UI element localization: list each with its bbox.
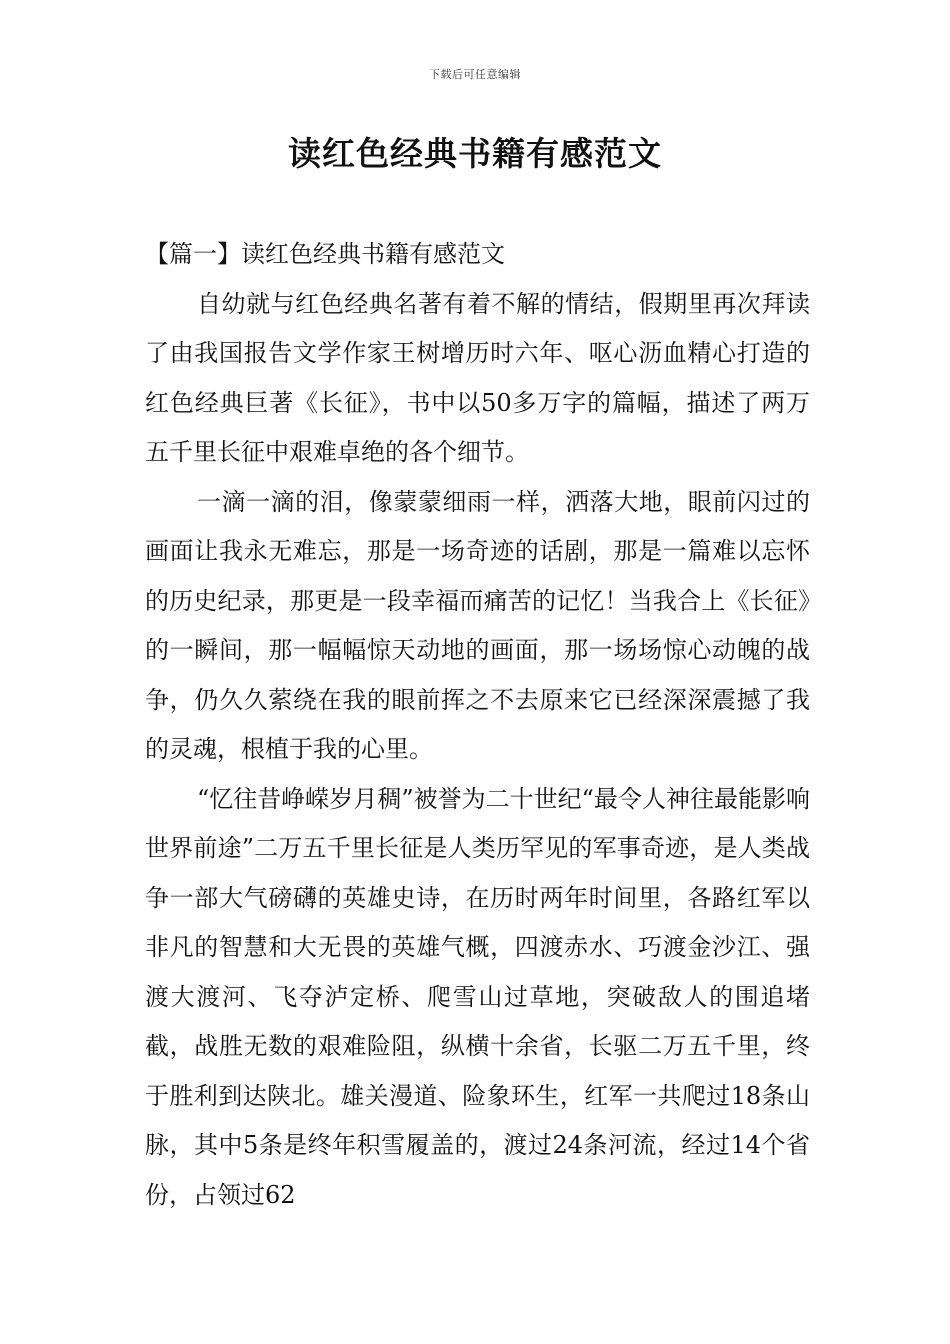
paragraph-1: 自幼就与红色经典名著有着不解的情结，假期里再次拜读了由我国报告文学作家王树增历时六年、呕心沥血精心打造的红色经典巨著《长征》，书中以50多万字的篇幅，描述了两万五千里长征中艰难卓绝的各个细节。 bbox=[145, 289, 810, 466]
document-title: 读红色经典书籍有感范文 bbox=[288, 134, 662, 173]
paragraph-3: “忆往昔峥嵘岁月稠”被誉为二十世纪“最令人神往最能影响世界前途”二万五千里长征是人类历罕见的军事奇迹，是人类战争一部大气磅礴的英雄史诗，在历时两年时间里，各路红军以非凡的智慧和大无畏的英雄气概，四渡赤水、巧渡金沙江、强渡大渡河、飞夺泸定桥、爬雪山过草地，突破敌人的围追堵截，战胜无数的艰难险阻，纵横十余省，长驱二万五千里，终于胜利到达陕北。雄关漫道、险象环生，红军一共爬过18条山脉，其中5条是终年积雪履盖的，渡过24条河流，经过14个省份，占领过62 bbox=[145, 784, 810, 1209]
section-heading: 【篇一】读红色经典书籍有感范文 bbox=[145, 240, 505, 268]
paragraph-2: 一滴一滴的泪，像蒙蒙细雨一样，洒落大地，眼前闪过的画面让我永无难忘，那是一场奇迹的话剧，那是一篇难以忘怀的历史纪录，那更是一段幸福而痛苦的记忆！当我合上《长征》的一瞬间，那一幅幅惊天动地的画面，那一场场惊心动魄的战争，仍久久萦绕在我的眼前挥之不去原来它已经深深震撼了我的灵魂，根植于我的心里。 bbox=[145, 487, 810, 763]
document-body bbox=[145, 230, 810, 1220]
header-note: 下载后可任意编辑 bbox=[429, 68, 521, 81]
